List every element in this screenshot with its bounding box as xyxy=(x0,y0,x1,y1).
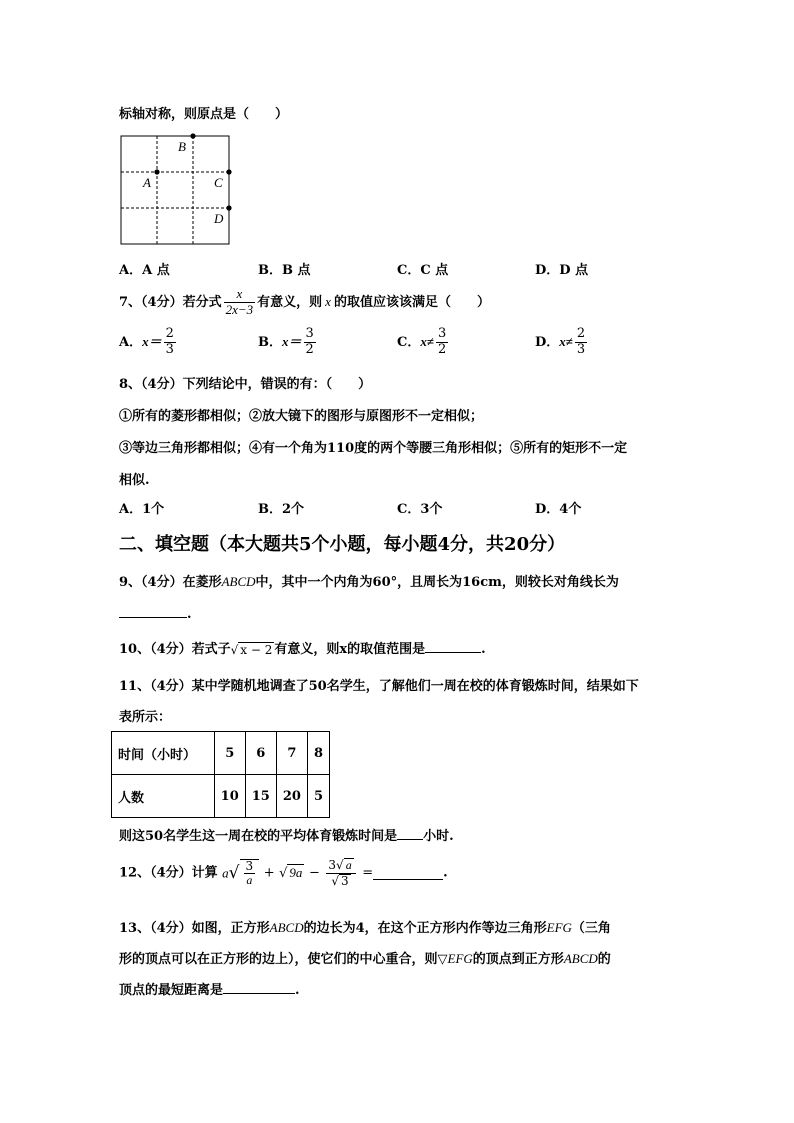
q13-line-3: 顶点的最短距离是 . xyxy=(119,983,300,998)
q9-shape: ABCD xyxy=(221,574,256,589)
q8-line-2: ③等边三角形都相似；④有一个角为110度的两个等腰三角形相似；⑤所有的矩形不一定 xyxy=(119,441,628,456)
q7-frac-num: x xyxy=(224,287,256,303)
section-2-title: 二、填空题（本大题共5个小题，每小题4分，共20分） xyxy=(119,534,566,555)
q7-frac-den: 2x−3 xyxy=(225,301,254,317)
q6-stem-tail: 标轴对称，则原点是（ ） xyxy=(119,107,289,122)
point-a-label: A xyxy=(143,175,151,190)
point-d-dot xyxy=(226,205,231,210)
q7-option-b[interactable]: B．x＝ $\frac{3}{2}$ xyxy=(258,326,314,357)
q6-option-b[interactable]: B．B 点 xyxy=(258,263,311,278)
q6-grid-figure xyxy=(115,130,240,250)
point-a-dot xyxy=(154,169,159,174)
q11-line-2: 表所示： xyxy=(119,710,172,725)
q11-table-row-time: 时间（小时） 5 6 7 8 xyxy=(112,732,330,775)
q7-stem xyxy=(119,287,490,318)
q11-line-1: 11、（4分）某中学随机地调查了50名学生，了解他们一周在校的体育锻炼时间，结果如下 xyxy=(119,679,639,694)
point-b-label: B xyxy=(178,139,186,154)
q11-table-row-count: 人数 10 15 20 5 xyxy=(112,775,330,818)
q7-option-d[interactable]: D．x≠ $\frac{2}{3}$ xyxy=(535,326,586,357)
point-b-dot xyxy=(190,133,195,138)
q6-option-d[interactable]: D．D 点 xyxy=(535,263,589,278)
q12-sqrt-1: √ $\frac{3}{a}$ xyxy=(229,859,259,889)
q10-sqrt: √ x − 2 xyxy=(230,643,273,657)
point-c-dot xyxy=(226,169,231,174)
q8-option-c[interactable]: C．3个 xyxy=(397,502,443,517)
q9-stem: 9、（4分）在菱形ABCD中，其中一个内角为60°，且周长为16cm，则较长对角线长为 xyxy=(119,574,619,590)
q11-table xyxy=(111,731,330,818)
q11-answer-blank[interactable] xyxy=(397,827,423,840)
q8-line-3: 相似. xyxy=(119,473,150,488)
q13-line-2: 形的顶点可以在正方形的边上），使它们的中心重合，则▽EFG的顶点到正方形ABCD的 xyxy=(119,951,611,967)
q13-line-1: 13、（4分）如图，正方形ABCD的边长为4，在这个正方形内作等边三角形EFG（三角 xyxy=(119,920,611,936)
q10-answer-blank[interactable] xyxy=(425,640,481,653)
q6-option-a[interactable]: A．A 点 xyxy=(119,263,170,278)
q6-option-c[interactable]: C．C 点 xyxy=(397,263,449,278)
q9-answer-line[interactable]: . xyxy=(119,603,192,622)
q8-option-b[interactable]: B．2个 xyxy=(258,502,305,517)
point-c-label: C xyxy=(214,175,223,190)
q7-prefix: 7、（4分）若分式 xyxy=(119,294,222,310)
q12-stem: 12、（4分）计算 a√ $\frac{3}{a}$ + √ 9a − $\frac{3√ a}{√ 3}$ = . xyxy=(119,858,448,888)
q11-after: 则这50名学生这一周在校的平均体育锻炼时间是 小时. xyxy=(119,829,454,844)
q8-stem: 8、（4分）下列结论中，错误的有：（ ） xyxy=(119,377,372,392)
q8-line-1: ①所有的菱形都相似；②放大镜下的图形与原图形不一定相似； xyxy=(119,409,484,424)
q7-var: x xyxy=(325,293,331,309)
q7-option-a[interactable]: A．x＝ $\frac{2}{3}$ xyxy=(119,326,174,357)
q8-option-a[interactable]: A．1个 xyxy=(119,502,165,517)
q7-suffix-b: 的取值应该该满足（ ） xyxy=(333,294,490,310)
q10-stem: 10、（4分）若式子√ x − 2 有意义，则x的取值范围是 . xyxy=(119,642,486,657)
q8-option-d[interactable]: D．4个 xyxy=(535,502,582,517)
q12-sqrt-2: √ 9a xyxy=(279,865,303,882)
q7-suffix-a: 有意义，则 xyxy=(257,294,323,310)
q12-frac-3: $\frac{3√ a}{√ 3}$ xyxy=(326,858,355,889)
q12-answer-blank[interactable] xyxy=(373,867,443,880)
q7-option-c[interactable]: C．x≠ $\frac{3}{2}$ xyxy=(397,326,447,357)
q13-answer-blank[interactable] xyxy=(223,981,295,994)
point-d-label: D xyxy=(214,211,224,226)
